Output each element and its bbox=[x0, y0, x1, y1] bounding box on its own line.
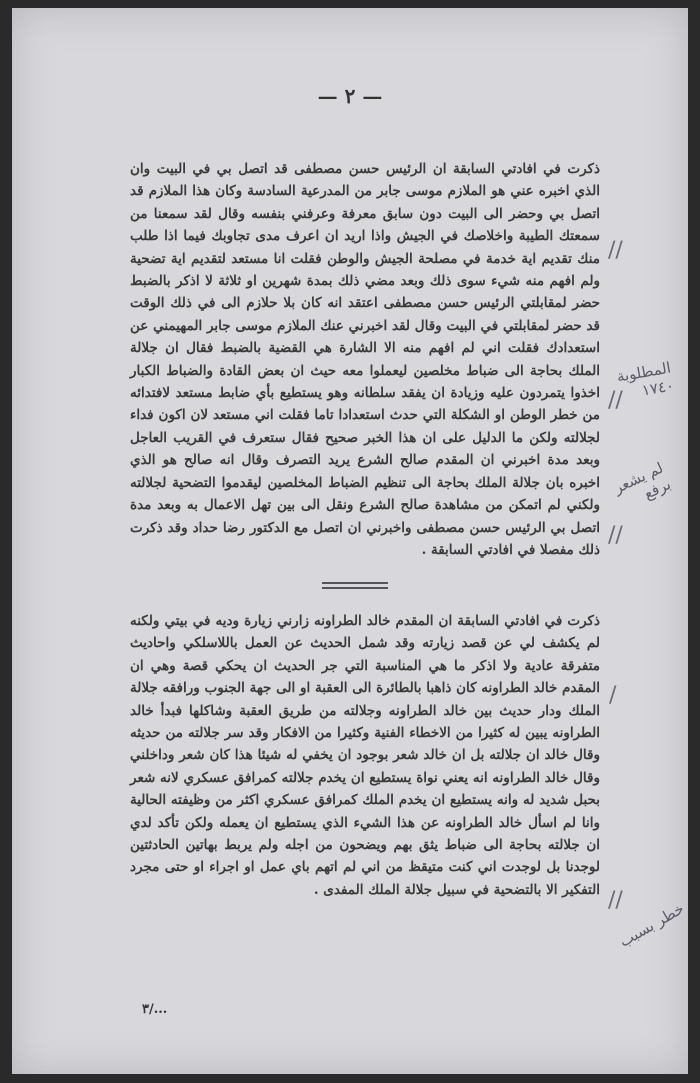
page-continuation: ٣/... bbox=[142, 1002, 168, 1017]
margin-tick-mark: // bbox=[608, 888, 623, 913]
paragraph-2-text: ذكرت في افادتي السابقة ان المقدم خالد الطراونه زارني زيارة وديه في بيتي ولكنه لم يكشف لي عن قصد زيارته وقد شمل الحديث عن العمل باللاسلكي واحاديث متفرقة عادية ولا اذكر ما هي المناسبة التي جر الحديث ان يحكي قصة وهي ان المقدم خالد الطراونه كان ذاهبا بالطائرة الى العقبة او الى جهة الجنوب ورافقه جلالة الملك ودار حديث بين خالد الطراونه وجلالته من طريق العقبة وشاكلها فبدأ خالد الطراونه يبين له كثيرا من الاخطاء الفنية وكثيرا من الافكار وقد سر جلالته من حديثه وقال خالد ان جلالته بل ان خالد شعر بوجود ان يخفي له شيئا هذا كان شعر وداخلني وقال خالد الطراونه انه يعني نواة يستطيع ان يخدم جلالته كمرافق عسكري لانه شعر بحبل شديد له وانه يستطيع ان يخدم الملك كمرافق عسكري اكثر من وظيفته الحالية وانا لم اسأل خالد الطراونه عن هذا الشيء الذي يستطيع ان يعمله ولكن تأكد لدي ان جلالته بحاجة الى ضباط يثق بهم ويضحون من اجله ولم يربط بهاتين الحادثتين لوجدنا بل لوجدت اني كنت متيقظ من اني لم اتهم باي عمل او اجراء او حتى مجرد التفكير الا بالتضحية في سبيل جلالة الملك المفدى . bbox=[130, 613, 600, 898]
margin-tick-mark: // bbox=[608, 238, 623, 263]
margin-tick-mark: / bbox=[609, 683, 617, 708]
paragraph-2 bbox=[130, 610, 600, 901]
paragraph-1 bbox=[130, 158, 600, 561]
margin-tick-mark: // bbox=[608, 523, 623, 548]
margin-note-3: خطر بسبب bbox=[616, 899, 688, 951]
margin-note-2: لم يشعر برفع bbox=[610, 458, 674, 503]
page-number: — ٢ — bbox=[317, 84, 383, 108]
margin-note-1: المطلوبة ١٧٤٠ bbox=[615, 358, 676, 400]
margin-tick-mark: // bbox=[608, 388, 623, 413]
document-page bbox=[12, 8, 688, 1074]
paragraph-1-text: ذكرت في افادتي السابقة ان الرئيس حسن مصطفى قد اتصل بي في البيت وان الذي اخبره عني هو الملازم موسى جابر من المدرعية السادسة وكان هذا الملازم قد اتصل بي وحضر الى البيت دون سابق معرفة وعرفني بنفسه وقال لقد سمعنا من سمعتك الطيبة واخلاصك في الجيش واذا اريد ان اعرف مدى تجاوبك فيما اذا طلب منك تقديم اية خدمة في مصلحة الجيش والوطن فقلت انا مستعد لتقديم اية تضحية ولم افهم منه شيء سوى ذلك وبعد مضي ذلك بمدة شهرين او ثلاثة لا اذكر بالضبط حضر لمقابلتي الرئيس حسن مصطفى اعتقد انه كان بلا حلازم الى في ذلك الوقت قد حضر لمقابلتي في البيت وقال لقد اخبرني عنك الملازم موسى جابر المهيمني عن استعدادك فقلت اني لم افهم منه الا الشارة هي القضية بالضبط فقال ان جلالة الملك بحاجة الى ضباط مخلصين ليعملوا معه حيث ان بعض القادة والضباط الكبار اخذوا يتمردون عليه وزيادة ان يفقد سلطانه وهو يستطيع بأي ضابط مستعد لافتدائه من خطر الوطن او الشكلة التي حدث استعدادا تاما فقلت اني مستعد لان اكون فداء لجلالته ولكن ما الدليل على ان هذا الخبر صحيح فقال ستعرف في القريب العاجل وبعد مدة اخبرني ان المقدم صالح الشرع يريد التصرف وقال انه صالح هو الذي اخبره بان جلالة الملك بحاجة الى تنظيم الضباط المخلصين ليقدموا التضحية لجلالته ولكني لم اتمكن من مشاهدة صالح الشرع ونقل الى بين تهل الاعمال به وبعد مدة اتصل بي الرئيس حسن مصطفى واخبرني ان اتصل مع الدكتور رضا حداد وقد ذكرت ذلك مفصلا في افادتي السابقة . bbox=[130, 161, 601, 558]
section-separator bbox=[322, 582, 388, 589]
